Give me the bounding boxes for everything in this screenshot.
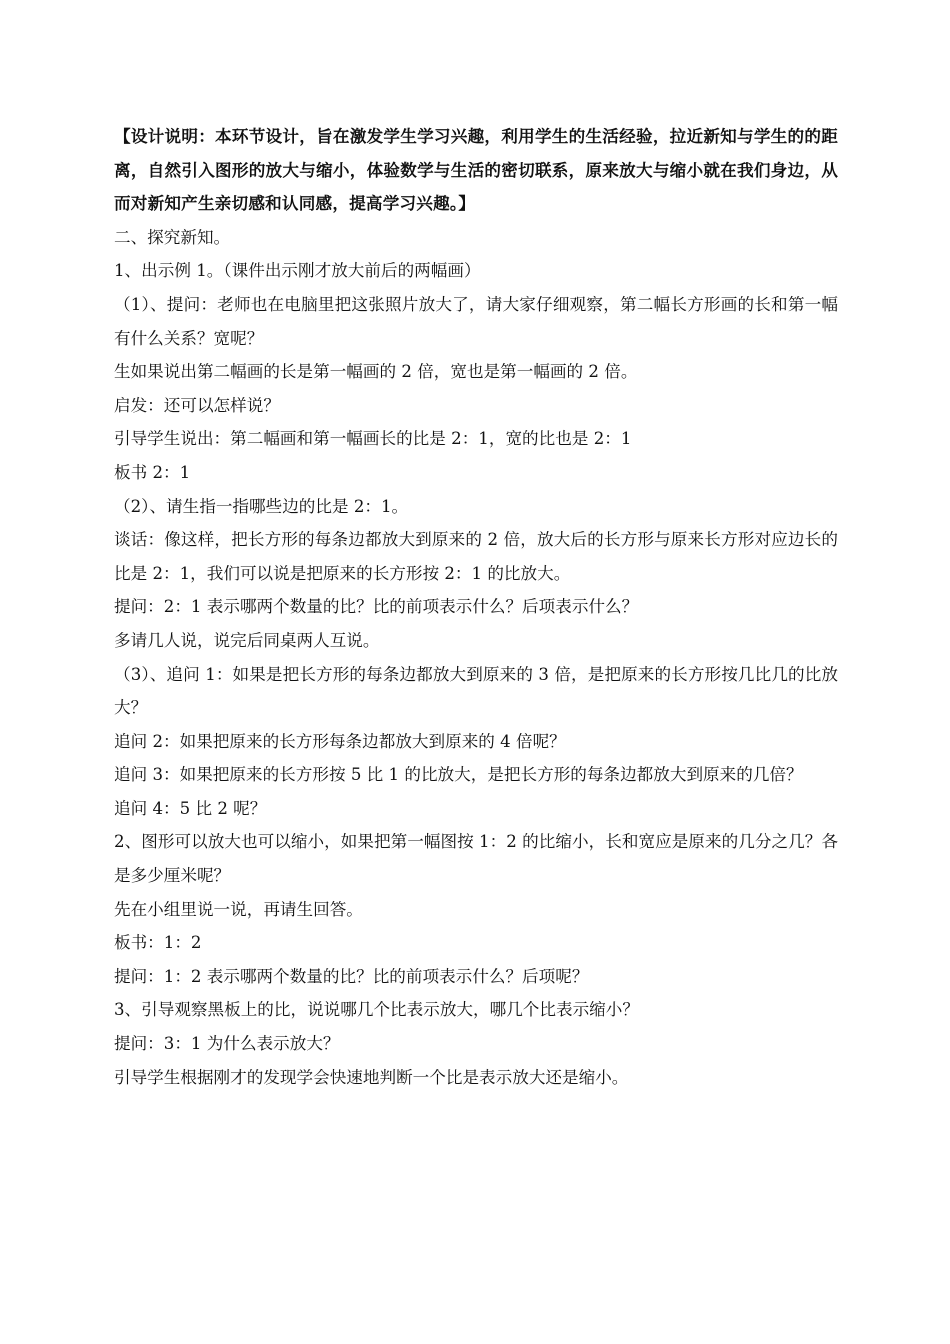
paragraph: 提问：1：2 表示哪两个数量的比？比的前项表示什么？后项呢？ <box>114 966 589 986</box>
paragraph: 启发：还可以怎样说？ <box>114 395 280 415</box>
paragraph: 先在小组里说一说，再请生回答。 <box>114 899 363 919</box>
paragraph: 提问：3：1 为什么表示放大？ <box>114 1034 340 1054</box>
paragraph: 谈话：像这样，把长方形的每条边都放大到原来的 2 倍，放大后的长方形与原来长方形对应边长的比是 2：1，我们可以说是把原来的长方形按 2：1 的比放大。 <box>114 530 838 583</box>
paragraph: 追问 2：如果把原来的长方形每条边都放大到原来的 4 倍呢？ <box>114 731 566 751</box>
design-note-paragraph: 【设计说明：本环节设计，旨在激发学生学习兴趣，利用学生的生活经验，拉近新知与学生的的距离，自然引入图形的放大与缩小，体验数学与生活的密切联系，原来放大与缩小就在我们身边，从而对新知产生亲切感和认同感，提高学习兴趣。】 <box>114 126 838 214</box>
paragraph: 生如果说出第二幅画的长是第一幅画的 2 倍，宽也是第一幅画的 2 倍。 <box>114 362 638 382</box>
paragraph: 提问：2：1 表示哪两个数量的比？比的前项表示什么？后项表示什么？ <box>114 597 639 617</box>
paragraph: 板书：1：2 <box>114 933 202 953</box>
paragraph: 引导学生说出：第二幅画和第一幅画长的比是 2：1，宽的比也是 2：1 <box>114 429 632 449</box>
paragraph: 1、出示例 1。（课件出示刚才放大前后的两幅画） <box>114 261 481 281</box>
paragraph: （2）、请生指一指哪些边的比是 2：1。 <box>114 496 409 516</box>
paragraph: 引导学生根据刚才的发现学会快速地判断一个比是表示放大还是缩小。 <box>114 1067 629 1087</box>
paragraph: 2、图形可以放大也可以缩小，如果把第一幅图按 1：2 的比缩小，长和宽应是原来的几分之几？各是多少厘米呢？ <box>114 832 838 886</box>
paragraph: 追问 3：如果把原来的长方形按 5 比 1 的比放大，是把长方形的每条边都放大到原来的几倍？ <box>114 765 803 785</box>
paragraph: （3）、追问 1：如果是把长方形的每条边都放大到原来的 3 倍，是把原来的长方形按几比几的比放大？ <box>114 664 838 718</box>
paragraph: 多请几人说，说完后同桌两人互说。 <box>114 630 380 650</box>
paragraph: 追问 4：5 比 2 呢？ <box>114 798 267 818</box>
paragraph: （1）、提问：老师也在电脑里把这张照片放大了，请大家仔细观察，第二幅长方形画的长和第一幅有什么关系？宽呢？ <box>114 294 838 348</box>
paragraph: 板书 2：1 <box>114 462 191 482</box>
document-body <box>114 120 838 1094</box>
section-heading: 二、探究新知。 <box>114 227 231 247</box>
paragraph: 3、引导观察黑板上的比，说说哪几个比表示放大，哪几个比表示缩小？ <box>114 1000 639 1020</box>
